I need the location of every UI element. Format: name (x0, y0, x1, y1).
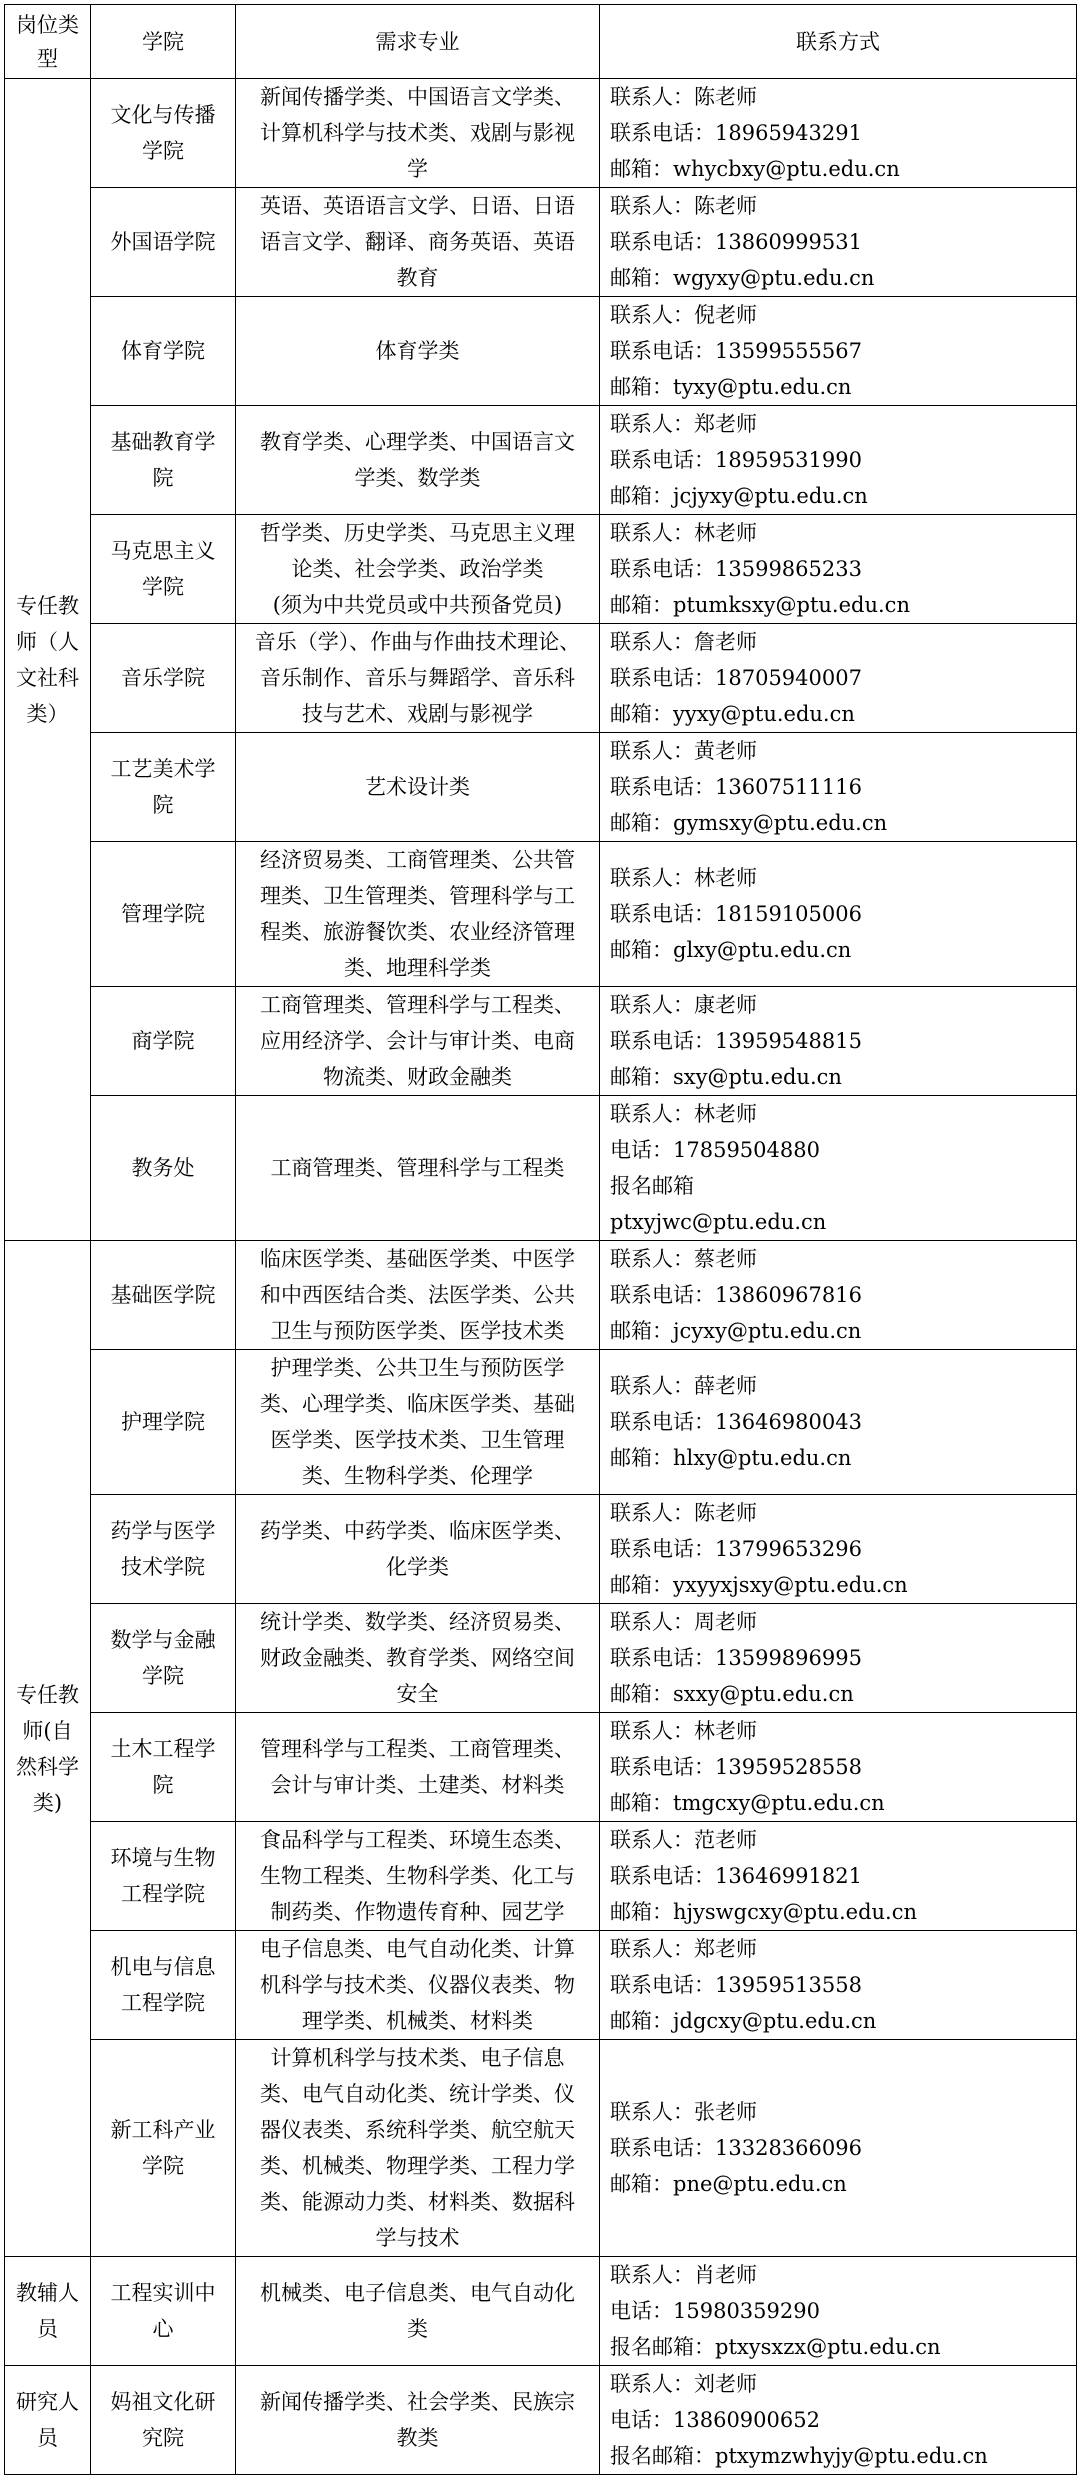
table-row (5, 733, 1077, 842)
contact-line: 邮箱：sxy@ptu.edu.cn (610, 1065, 842, 1089)
contact-line: 联系人：陈老师 (610, 85, 757, 109)
header-row (5, 5, 1077, 79)
table-row (5, 842, 1077, 987)
major-cell (236, 79, 600, 188)
contact-line: 联系人：黄老师 (610, 739, 757, 763)
contact-cell (600, 1350, 1077, 1495)
contact-line: 联系人：周老师 (610, 1610, 757, 1634)
table-row (5, 1495, 1077, 1604)
contact-line: 联系人：詹老师 (610, 630, 757, 654)
contact-line: 联系电话：13646991821 (610, 1864, 862, 1888)
contact-line: 报名邮箱：ptxymzwhyjy@ptu.edu.cn (610, 2444, 988, 2468)
major-text: 工商管理类、管理科学与工程类、应用经济学、会计与审计类、电商物流类、财政金融类 (260, 993, 575, 1089)
contact-line: 邮箱：sxxy@ptu.edu.cn (610, 1682, 854, 1706)
contact-cell (600, 1931, 1077, 2040)
table-row (5, 515, 1077, 624)
contact-cell (600, 1713, 1077, 1822)
major-text: 临床医学类、基础医学类、中医学和中西医结合类、法医学类、公共卫生与预防医学类、医学技术类 (260, 1247, 575, 1343)
major-text: 新闻传播学类、中国语言文学类、计算机科学与技术类、戏剧与影视学 (260, 85, 575, 181)
college-cell: 药学与医学技术学院 (91, 1495, 236, 1604)
position-type-cell: 专任教师(自然科学类) (5, 1241, 91, 2257)
table-row (5, 2040, 1077, 2257)
table-row (5, 2366, 1077, 2475)
table-row (5, 624, 1077, 733)
contact-line: 联系电话：13799653296 (610, 1537, 862, 1561)
college-cell: 音乐学院 (91, 624, 236, 733)
contact-line: 联系电话：13959548815 (610, 1029, 862, 1053)
major-text: 新闻传播学类、社会学类、民族宗教类 (260, 2390, 575, 2450)
college-cell: 体育学院 (91, 297, 236, 406)
major-text: 计算机科学与技术类、电子信息类、电气自动化类、统计学类、仪器仪表类、系统科学类、航空航天类、机械类、物理学类、工程力学类、能源动力类、材料类、数据科学与技术 (260, 2046, 575, 2250)
major-text: 药学类、中药学类、临床医学类、化学类 (260, 1519, 575, 1579)
contact-line: 联系电话：13328366096 (610, 2136, 862, 2160)
header-college: 学院 (91, 5, 236, 79)
header-position-type: 岗位类型 (5, 5, 91, 79)
contact-line: 报名邮箱 (610, 1174, 694, 1198)
contact-cell (600, 1495, 1077, 1604)
college-cell: 数学与金融学院 (91, 1604, 236, 1713)
contact-line: 邮箱：tmgcxy@ptu.edu.cn (610, 1791, 885, 1815)
contact-cell (600, 2257, 1077, 2366)
contact-line: 联系人：郑老师 (610, 1937, 757, 1961)
position-type-cell: 教辅人员 (5, 2257, 91, 2366)
major-cell (236, 987, 600, 1096)
table-row (5, 1350, 1077, 1495)
major-text: 统计学类、数学类、经济贸易类、财政金融类、教育学类、网络空间安全 (260, 1610, 575, 1706)
contact-line: 邮箱：ptumksxy@ptu.edu.cn (610, 593, 910, 617)
major-text: 电子信息类、电气自动化类、计算机科学与技术类、仪器仪表类、物理学类、机械类、材料类 (260, 1937, 575, 2033)
major-cell (236, 2257, 600, 2366)
contact-line: 联系电话：13959513558 (610, 1973, 862, 1997)
contact-line: 邮箱：jcjyxy@ptu.edu.cn (610, 484, 868, 508)
college-cell: 商学院 (91, 987, 236, 1096)
contact-cell (600, 1604, 1077, 1713)
college-cell: 机电与信息工程学院 (91, 1931, 236, 2040)
table-row (5, 406, 1077, 515)
contact-line: 报名邮箱：ptxysxzx@ptu.edu.cn (610, 2335, 941, 2359)
contact-line: 邮箱：tyxy@ptu.edu.cn (610, 375, 852, 399)
contact-line: 邮箱：pne@ptu.edu.cn (610, 2172, 847, 2196)
contact-line: 联系人：蔡老师 (610, 1247, 757, 1271)
major-cell (236, 1096, 600, 1241)
contact-line: 联系电话：13607511116 (610, 775, 862, 799)
contact-cell (600, 987, 1077, 1096)
contact-line: 联系人：康老师 (610, 993, 757, 1017)
college-cell: 新工科产业学院 (91, 2040, 236, 2257)
major-cell (236, 1713, 600, 1822)
contact-line: 联系人：林老师 (610, 521, 757, 545)
major-cell (236, 842, 600, 987)
contact-line: 联系电话：18159105006 (610, 902, 862, 926)
major-text: 管理科学与工程类、工商管理类、会计与审计类、土建类、材料类 (260, 1737, 575, 1797)
contact-line: 联系人：范老师 (610, 1828, 757, 1852)
contact-line: 联系人：薛老师 (610, 1374, 757, 1398)
college-cell: 基础医学院 (91, 1241, 236, 1350)
table-row (5, 2257, 1077, 2366)
college-cell: 工程实训中心 (91, 2257, 236, 2366)
contact-line: 邮箱：glxy@ptu.edu.cn (610, 938, 852, 962)
contact-line: 邮箱：jcyxy@ptu.edu.cn (610, 1319, 862, 1343)
contact-line: 联系电话：18705940007 (610, 666, 862, 690)
contact-line: 联系电话：13646980043 (610, 1410, 862, 1434)
contact-line: 联系电话：13599555567 (610, 339, 862, 363)
contact-cell (600, 515, 1077, 624)
header-contact: 联系方式 (600, 5, 1077, 79)
contact-cell (600, 733, 1077, 842)
contact-cell (600, 1241, 1077, 1350)
contact-line: ptxyjwc@ptu.edu.cn (610, 1210, 827, 1234)
contact-line: 联系电话：13860999531 (610, 230, 862, 254)
contact-line: 邮箱：gymsxy@ptu.edu.cn (610, 811, 888, 835)
major-text: 机械类、电子信息类、电气自动化类 (260, 2281, 575, 2341)
college-cell: 基础教育学院 (91, 406, 236, 515)
college-cell: 文化与传播学院 (91, 79, 236, 188)
college-cell: 教务处 (91, 1096, 236, 1241)
college-cell: 护理学院 (91, 1350, 236, 1495)
contact-line: 联系人：郑老师 (610, 412, 757, 436)
contact-line: 联系人：林老师 (610, 866, 757, 890)
contact-line: 电话：15980359290 (610, 2299, 820, 2323)
major-text: 体育学类 (375, 339, 460, 363)
major-cell (236, 1604, 600, 1713)
contact-cell (600, 2040, 1077, 2257)
major-cell (236, 297, 600, 406)
major-text: 音乐（学）、作曲与作曲技术理论、音乐制作、音乐与舞蹈学、音乐科技与艺术、戏剧与影视学 (254, 630, 581, 726)
contact-cell (600, 842, 1077, 987)
college-cell: 环境与生物工程学院 (91, 1822, 236, 1931)
table-row (5, 987, 1077, 1096)
contact-line: 联系电话：13860967816 (610, 1283, 862, 1307)
contact-line: 联系人：林老师 (610, 1719, 757, 1743)
major-cell (236, 1822, 600, 1931)
major-cell (236, 1241, 600, 1350)
contact-cell (600, 79, 1077, 188)
major-text: 护理学类、公共卫生与预防医学类、心理学类、临床医学类、基础医学类、医学技术类、卫生管理类、生物科学类、伦理学 (260, 1356, 575, 1488)
position-type-cell: 研究人员 (5, 2366, 91, 2475)
major-text: 工商管理类、管理科学与工程类 (270, 1156, 565, 1180)
table-row (5, 1822, 1077, 1931)
header-major: 需求专业 (236, 5, 600, 79)
major-cell (236, 406, 600, 515)
contact-line: 邮箱：whycbxy@ptu.edu.cn (610, 157, 900, 181)
contact-line: 联系人：肖老师 (610, 2263, 757, 2287)
contact-line: 邮箱：hlxy@ptu.edu.cn (610, 1446, 852, 1470)
contact-cell (600, 1822, 1077, 1931)
major-cell (236, 1495, 600, 1604)
table-row (5, 1931, 1077, 2040)
college-cell: 土木工程学院 (91, 1713, 236, 1822)
major-text: 教育学类、心理学类、中国语言文学类、数学类 (260, 430, 575, 490)
table-row (5, 188, 1077, 297)
contact-line: 联系电话：18959531990 (610, 448, 862, 472)
contact-line: 邮箱：yxyyxjsxy@ptu.edu.cn (610, 1573, 908, 1597)
contact-cell (600, 1096, 1077, 1241)
college-cell: 外国语学院 (91, 188, 236, 297)
contact-line: 邮箱：jdgcxy@ptu.edu.cn (610, 2009, 877, 2033)
major-text: 哲学类、历史学类、马克思主义理论类、社会学类、政治学类 (260, 521, 575, 581)
contact-line: 联系电话：13599896995 (610, 1646, 862, 1670)
contact-cell (600, 2366, 1077, 2475)
contact-line: 联系电话：13959528558 (610, 1755, 862, 1779)
college-cell: 妈祖文化研究院 (91, 2366, 236, 2475)
major-text: 食品科学与工程类、环境生态类、生物工程类、生物科学类、化工与制药类、作物遗传育种、园艺学 (260, 1828, 575, 1924)
major-cell (236, 2366, 600, 2475)
table-row (5, 1713, 1077, 1822)
college-cell: 管理学院 (91, 842, 236, 987)
contact-line: 联系人：林老师 (610, 1102, 757, 1126)
contact-line: 邮箱：yyxy@ptu.edu.cn (610, 702, 855, 726)
major-cell (236, 2040, 600, 2257)
contact-line: 联系人：张老师 (610, 2100, 757, 2124)
contact-line: 联系人：刘老师 (610, 2372, 757, 2396)
table-row (5, 79, 1077, 188)
recruitment-table-container (4, 4, 1076, 2468)
contact-line: 联系人：陈老师 (610, 1501, 757, 1525)
contact-line: 联系电话：18965943291 (610, 121, 862, 145)
contact-line: 邮箱：wgyxy@ptu.edu.cn (610, 266, 875, 290)
position-type-cell: 专任教师（人文社科类） (5, 79, 91, 1241)
major-cell (236, 515, 600, 624)
contact-cell (600, 297, 1077, 406)
table-row (5, 297, 1077, 406)
major-cell (236, 1931, 600, 2040)
table-row (5, 1241, 1077, 1350)
contact-cell (600, 624, 1077, 733)
contact-cell (600, 188, 1077, 297)
contact-line: 联系电话：13599865233 (610, 557, 862, 581)
contact-line: 电话：17859504880 (610, 1138, 820, 1162)
college-cell: 工艺美术学院 (91, 733, 236, 842)
major-cell (236, 1350, 600, 1495)
recruitment-table (4, 4, 1077, 2475)
major-cell (236, 188, 600, 297)
table-body (5, 79, 1077, 2475)
table-row (5, 1096, 1077, 1241)
contact-line: 邮箱：hjyswgcxy@ptu.edu.cn (610, 1900, 918, 1924)
contact-line: 联系人：陈老师 (610, 194, 757, 218)
contact-cell (600, 406, 1077, 515)
major-text: (须为中共党员或中共预备党员) (272, 593, 563, 617)
major-cell (236, 733, 600, 842)
table-row (5, 1604, 1077, 1713)
major-cell (236, 624, 600, 733)
major-text: 经济贸易类、工商管理类、公共管理类、卫生管理类、管理科学与工程类、旅游餐饮类、农业经济管理类、地理科学类 (260, 848, 575, 980)
college-cell: 马克思主义学院 (91, 515, 236, 624)
major-text: 艺术设计类 (365, 775, 470, 799)
major-text: 英语、英语语言文学、日语、日语语言文学、翻译、商务英语、英语教育 (260, 194, 575, 290)
contact-line: 电话：13860900652 (610, 2408, 820, 2432)
contact-line: 联系人：倪老师 (610, 303, 757, 327)
